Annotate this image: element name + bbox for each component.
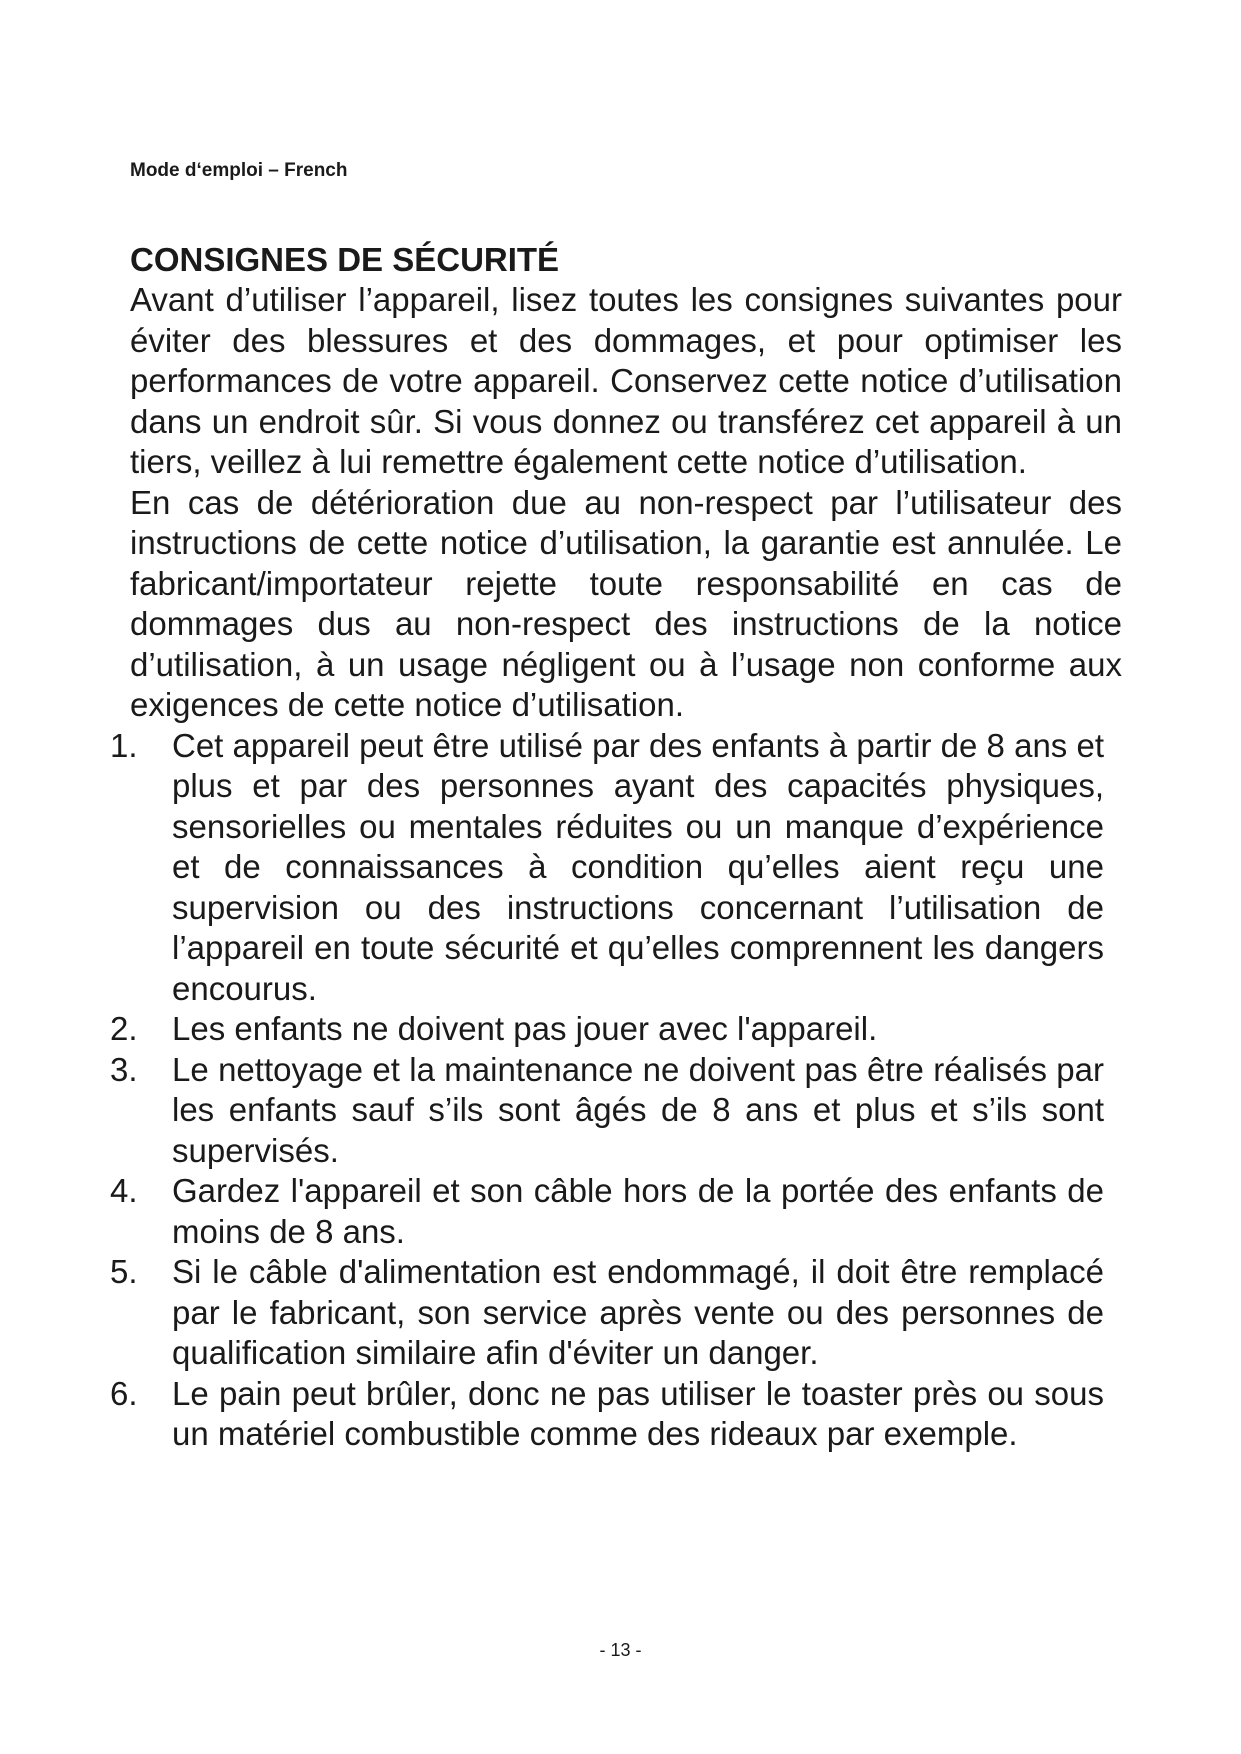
list-item <box>110 1171 1122 1252</box>
section-title: CONSIGNES DE SÉCURITÉ <box>130 241 560 278</box>
page-number: - 13 - <box>599 1640 642 1660</box>
list-item-text: Les enfants ne doivent pas jouer avec l'appareil. <box>172 1010 878 1047</box>
intro-paragraph: Avant d’utiliser l’appareil, lisez toutes les consignes suivantes pour éviter des blessures et des dommages, et pour optimiser les performances de votre appareil. Conservez cette notice d’utilisation dans un endroit sûr. Si vous donnez ou transférez cet appareil à un tiers, veillez à lui remettre également cette notice d’utilisation. <box>130 281 1122 480</box>
list-item <box>110 1009 1122 1050</box>
list-item-text: Le pain peut brûler, donc ne pas utiliser le toaster près ou sous un matériel combustible comme des rideaux par exemple. <box>172 1374 1104 1452</box>
list-item <box>110 726 1122 1010</box>
list-item-number: 2. <box>110 1010 138 1047</box>
list-item-text: Gardez l'appareil et son câble hors de la portée des enfants de moins de 8 ans. <box>172 1172 1104 1250</box>
list-item <box>110 1050 1122 1172</box>
list-item <box>110 1252 1122 1374</box>
list-item-text: Cet appareil peut être utilisé par des enfants à partir de 8 ans et plus et par des personnes ayant des capacités physiques, sensorielles ou mentales réduites ou un manque d’expérience et de connaissances à condition qu’elles aient reçu une supervision ou des instructions concernant l’utilisation de l’appareil en toute sécurité et qu’elles comprennent les dangers encourus. <box>172 726 1104 1007</box>
list-item-number: 1. <box>110 726 138 764</box>
warranty-paragraph: En cas de détérioration due au non-respect par l’utilisateur des instructions de cette notice d’utilisation, la garantie est annulée. Le fabricant/importateur rejette toute responsabilité en cas de dommages dus au non-respect des instructions de la notice d’utilisation, à un usage négligent ou à l’usage non conforme aux exigences de cette notice d’utilisation. <box>130 483 1122 723</box>
intro-text <box>130 280 1122 726</box>
list-item-text: Si le câble d'alimentation est endommagé, il doit être remplacé par le fabricant, son service après vente ou des personnes de qualification similaire afin d'éviter un danger. <box>172 1253 1104 1371</box>
list-item-text: Le nettoyage et la maintenance ne doivent pas être réalisés par les enfants sauf s’ils sont âgés de 8 ans et plus et s’ils sont supervisés. <box>172 1050 1104 1169</box>
list-item-number: 6. <box>110 1374 138 1412</box>
list-item-number: 3. <box>110 1050 138 1088</box>
safety-list <box>110 726 1122 1455</box>
page-header: Mode d‘emploi – French <box>130 160 348 181</box>
safety-section <box>110 240 1122 1455</box>
list-item-number: 5. <box>110 1253 138 1290</box>
list-item <box>110 1374 1122 1455</box>
list-item-number: 4. <box>110 1172 138 1209</box>
